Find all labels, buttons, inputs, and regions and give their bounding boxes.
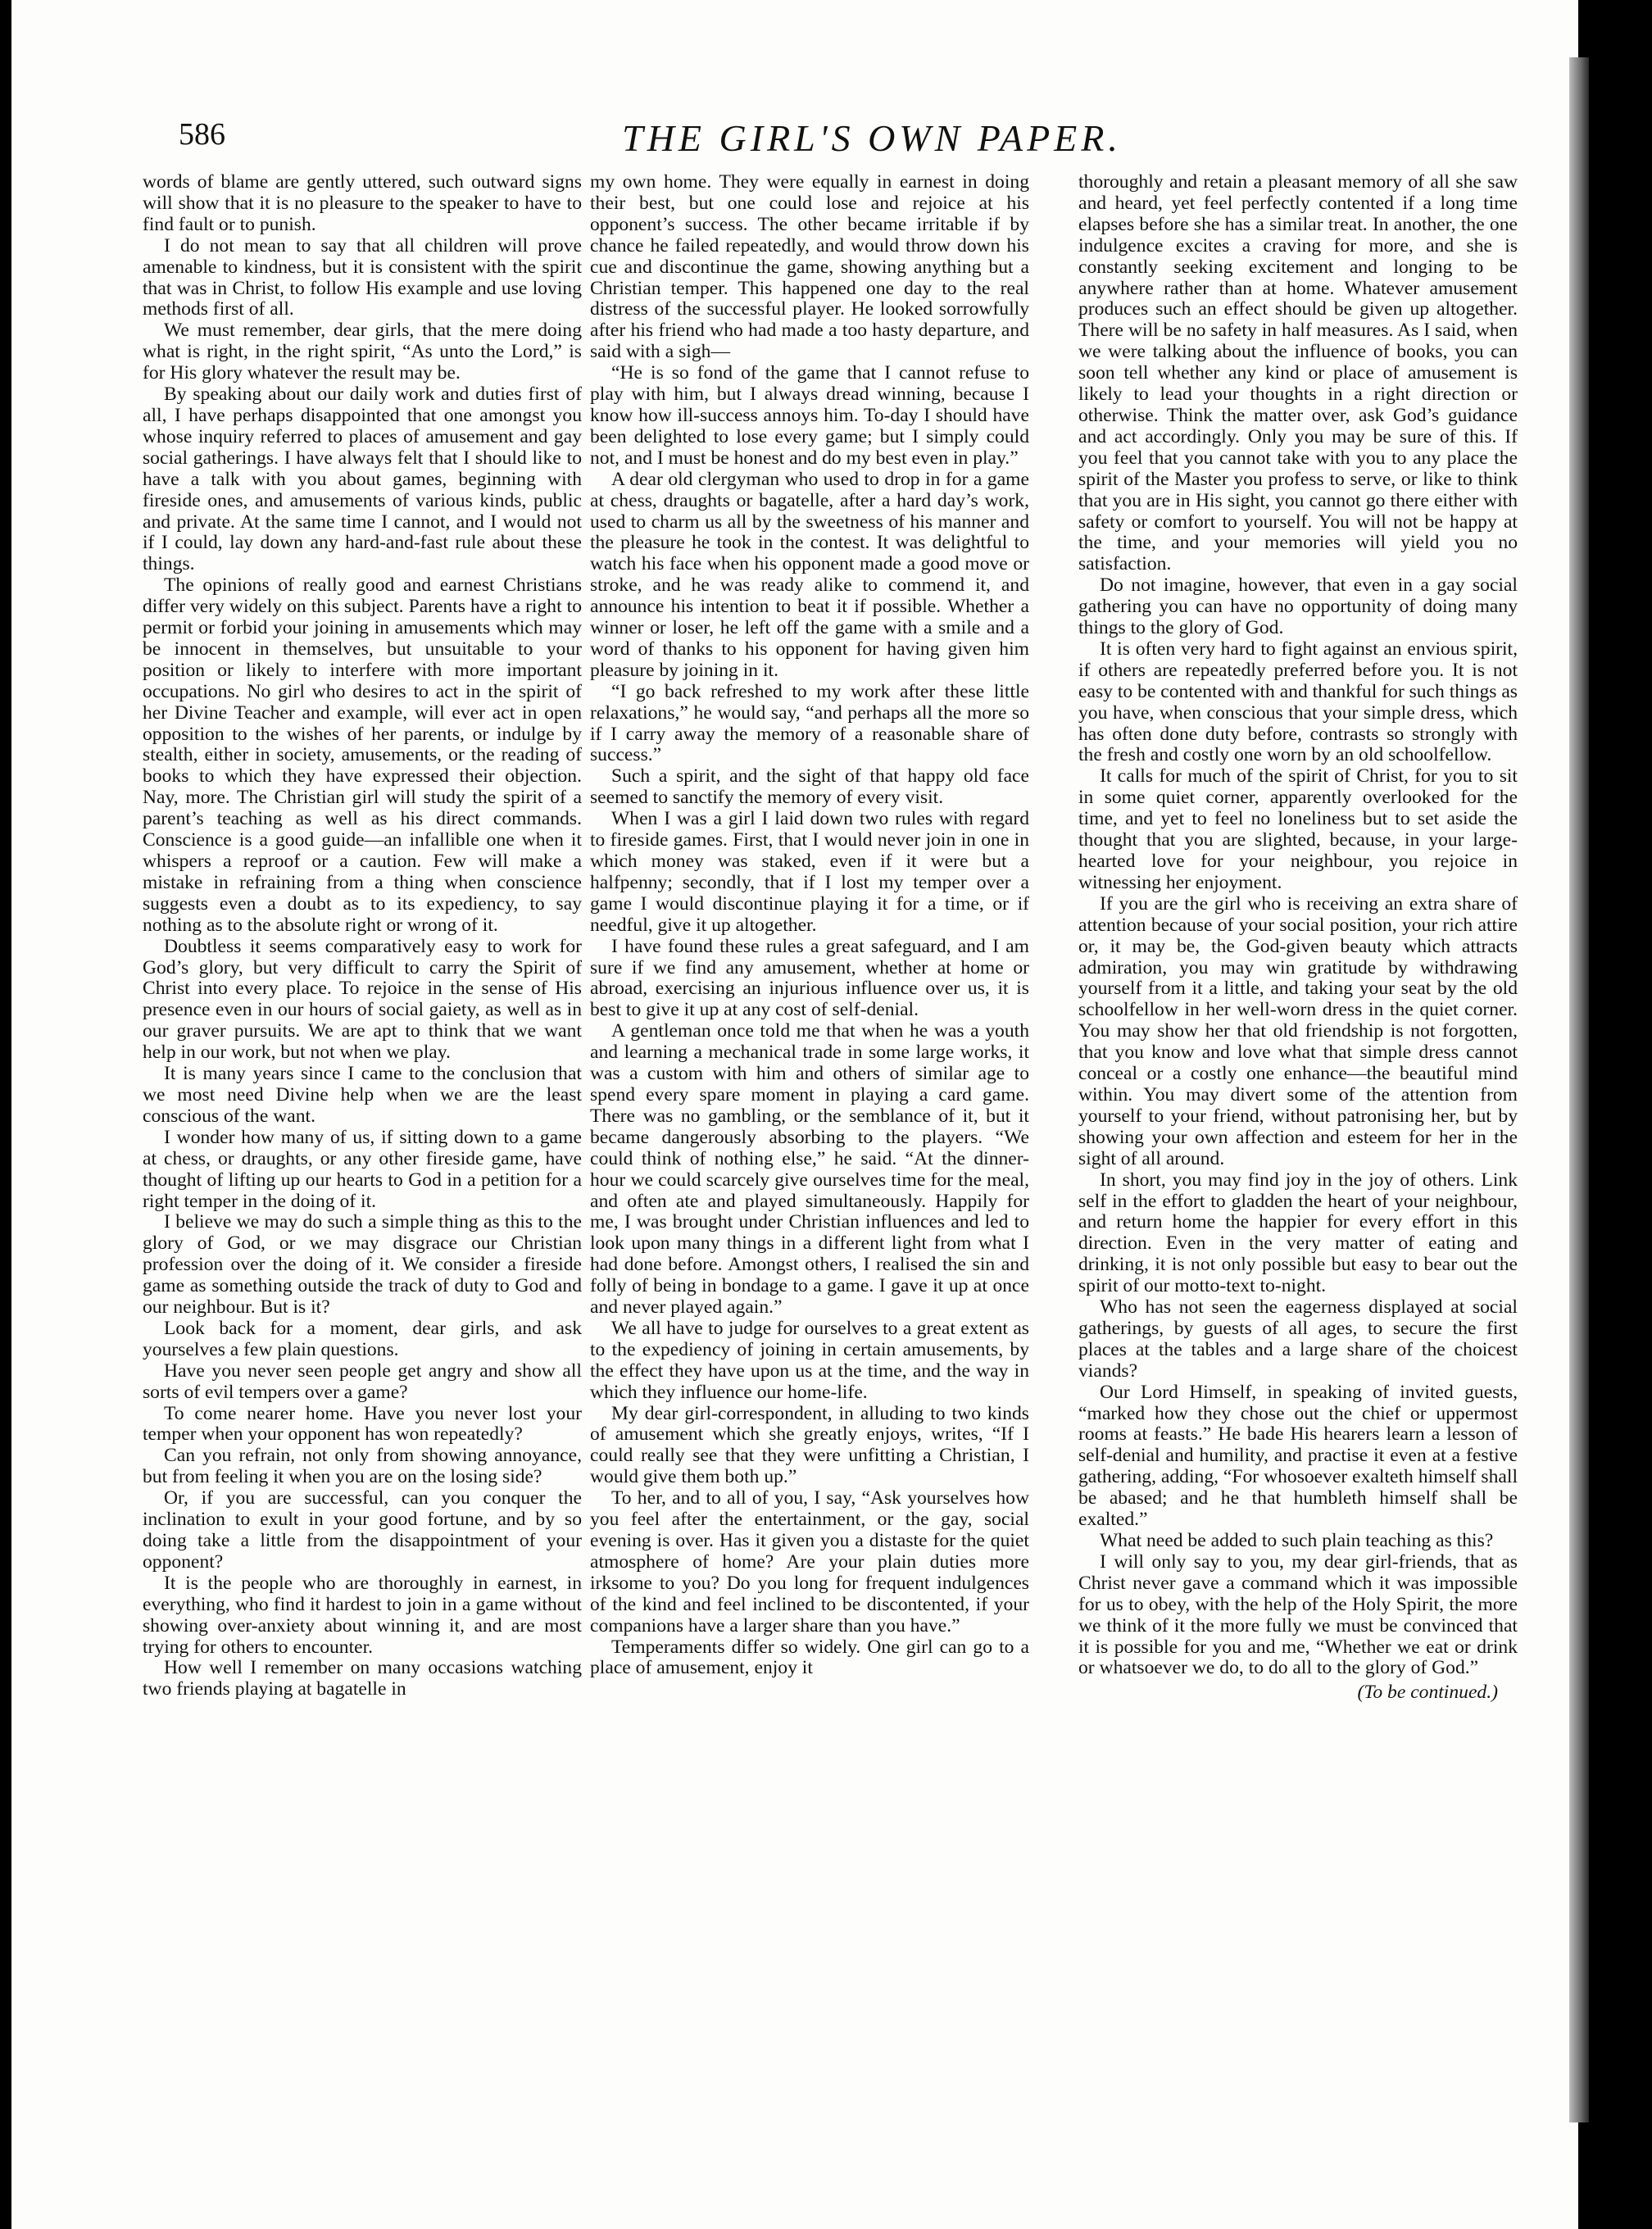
paragraph: thoroughly and retain a pleasant memory of all she saw and heard, yet feel perfectly contented if a long time elapses before she has a similar treat. In another, the one indulgence excites a craving for more, and she is constantly seeking excitement and longing to be anywhere rather than at home. Whatever amusement produces such an effect should be given up altogether. There will be no safety in half measures. As I said, when we were talking about the influence of books, you can soon tell whether any kind or place of amusement is likely to lead your thoughts in a right direction or otherwise. Think the matter over, ask God’s guidance and act accordingly. Only you may be sure of this. If you feel that you cannot take with you to any place the spirit of the Master you profess to serve, or like to think that you are in His sight, you cannot go there either with safety or comfort to yourself. You will not be happy at the time, and your memories will yield you no satisfaction.: [1078, 172, 1518, 575]
paragraph: To come nearer home. Have you never lost your temper when your opponent has won repeatedly?: [143, 1402, 582, 1446]
paragraph: We must remember, dear girls, that the mere doing what is right, in the right spirit, “As unto the Lord,” is for His glory whatever the result may be.: [143, 320, 582, 384]
page-number: 586: [179, 117, 225, 152]
text-column-1: [143, 172, 582, 2106]
paragraph: It is the people who are thoroughly in earnest, in everything, who find it hardest to join in a game without showing over-anxiety about winning it, and are most trying for others to encounter.: [143, 1572, 582, 1658]
paragraph: I wonder how many of us, if sitting down to a game at chess, or draughts, or any other fireside game, have thought of lifting up our hearts to God in a petition for a right temper in the doing of it.: [143, 1126, 582, 1212]
paragraph: In short, you may find joy in the joy of others. Link self in the effort to gladden the heart of your neighbour, and return home the happier for every effort in this direction. Even in the very matter of eating and drinking, it is not only possible but easy to bear out the spirit of our motto-text to-night.: [1078, 1169, 1518, 1297]
paragraph: I do not mean to say that all children will prove amenable to kindness, but it is consistent with the spirit that was in Christ, to follow His example and use loving methods first of all.: [143, 234, 582, 320]
to-be-continued-note: (To be continued.): [1357, 1682, 1498, 1704]
paragraph: When I was a girl I laid down two rules with regard to fireside games. First, that I would never join in one in which money was staked, even if it were but a halfpenny; secondly, that if I lost my temper over a game I would discontinue playing it for a time, or if needful, give it up altogether.: [590, 808, 1029, 936]
paragraph: words of blame are gently uttered, such outward signs will show that it is no pleasure to the speaker to have to find fault or to punish.: [143, 172, 582, 235]
page-edge-shadow: [1569, 57, 1589, 2122]
paragraph: Such a spirit, and the sight of that happy old face seemed to sanctify the memory of every visit.: [590, 765, 1029, 809]
paragraph: Temperaments differ so widely. One girl can go to a place of amusement, enjoy it: [590, 1636, 1029, 1679]
paragraph: Do not imagine, however, that even in a gay social gathering you can have no opportunity of doing many things to the glory of God.: [1078, 574, 1518, 639]
paragraph: Or, if you are successful, can you conquer the inclination to exult in your good fortune, and by so doing take a little from the disappointment of your opponent?: [143, 1487, 582, 1573]
paragraph: “I go back refreshed to my work after these little relaxations,” he would say, “and perhaps all the more so if I carry away the memory of a reasonable share of success.”: [590, 680, 1029, 766]
paragraph: My dear girl-correspondent, in alluding to two kinds of amusement which she greatly enjoys, writes, “If I could really see that they were unfitting a Christian, I would give them both up.”: [590, 1402, 1029, 1488]
paragraph: I believe we may do such a simple thing as this to the glory of God, or we may disgrace our Christian profession over the doing of it. We consider a fireside game as something outside the track of duty to God and our neighbour. But is it?: [143, 1211, 582, 1319]
paragraph: Who has not seen the eagerness displayed at social gatherings, by guests of all ages, to secure the first places at the tables and a large share of the choicest viands?: [1078, 1296, 1518, 1382]
paragraph: A gentleman once told me that when he was a youth and learning a mechanical trade in some large works, it was a custom with him and others of similar age to spend every spare moment in playing a card game. There was no gambling, or the semblance of it, but it became dangerously absorbing to the players. “We could think of nothing else,” he said. “At the dinner-hour we could scarcely give ourselves time for the meal, and often ate and played simultaneously. Happily for me, I was brought under Christian influences and led to look upon many things in a different light from what I had done before. Amongst others, I realised the sin and folly of being in bondage to a game. I gave it up at once and never played again.”: [590, 1020, 1029, 1319]
paragraph: Our Lord Himself, in speaking of invited guests, “marked how they chose out the chief or uppermost rooms at feasts.” He bade His hearers learn a lesson of self-denial and humility, and practise it even at a festive gathering, adding, “For whosoever exalteth himself shall be abased; and he that humbleth himself shall be exalted.”: [1078, 1381, 1518, 1531]
paragraph: How well I remember on many occasions watching two friends playing at bagatelle in: [143, 1657, 582, 1700]
paragraph: I will only say to you, my dear girl-friends, that as Christ never gave a command which it was impossible for us to obey, with the help of the Holy Spirit, the more we think of it the more fully we must be convinced that it is possible for you and me, “Whether we eat or drink or whatsoever we do, to do all to the glory of God.”: [1078, 1550, 1518, 1679]
paragraph: Can you refrain, not only from showing annoyance, but from feeling it when you are on the losing side?: [143, 1445, 582, 1488]
paragraph: A dear old clergyman who used to drop in for a game at chess, draughts or bagatelle, after a hard day’s work, used to charm us all by the sweetness of his manner and the pleasure he took in the contest. It was delightful to watch his face when his opponent made a good move or stroke, and he was ready alike to commend it, and announce his intention to beat it if possible. Whether a winner or loser, he left off the game with a smile and a word of thanks to his opponent for having given him pleasure by joining in it.: [590, 468, 1029, 681]
paragraph: Look back for a moment, dear girls, and ask yourselves a few plain questions.: [143, 1317, 582, 1360]
paragraph: We all have to judge for ourselves to a great extent as to the expediency of joining in certain amusements, by the effect they have upon us at the time, and the way in which they influence our home-life.: [590, 1317, 1029, 1403]
paragraph: “He is so fond of the game that I cannot refuse to play with him, but I always dread winning, because I know how ill-success annoys him. To-day I should have been delighted to lose every game; but I simply could not, and I must be honest and do my best even in play.”: [590, 362, 1029, 469]
publication-title: THE GIRL'S OWN PAPER.: [622, 117, 1122, 159]
paragraph: It is many years since I came to the conclusion that we most need Divine help when we are the least conscious of the want.: [143, 1063, 582, 1127]
paragraph: my own home. They were equally in earnest in doing their best, but one could lose and rejoice at his opponent’s success. The other became irritable if by chance he failed repeatedly, and would throw down his cue and discontinue the game, showing anything but a Christian temper. This happened one day to the real distress of the successful player. He looked sorrowfully after his friend who had made a too hasty departure, and said with a sigh—: [590, 172, 1029, 363]
paragraph: If you are the girl who is receiving an extra share of attention because of your social position, your rich attire or, it may be, the God-given beauty which attracts admiration, you may win gratitude by withdrawing yourself from it a little, and taking your seat by the old schoolfellow in her well-worn dress in the quiet corner. You may show her that old friendship is not forgotten, that you know and love what that simple dress cannot conceal or a costly one enhance—the beautiful mind within. You may divert some of the attention from yourself to your friend, without patronising her, but by showing your own affection and esteem for her in the sight of all around.: [1078, 892, 1518, 1169]
paragraph: I have found these rules a great safeguard, and I am sure if we find any amusement, whether at home or abroad, exercising an injurious influence over us, it is best to give it up at any cost of self-denial.: [590, 935, 1029, 1021]
text-column-3: [1078, 172, 1518, 2106]
paragraph: The opinions of really good and earnest Christians differ very widely on this subject. Parents have a right to permit or forbid your joining in amusements which may be innocent in themselves, but unsuitable to your position or likely to interfere with more important occupations. No girl who desires to act in the spirit of her Divine Teacher and example, will ever act in open opposition to the wishes of her parents, or indulge by stealth, either in society, amusements, or the reading of books to which they have expressed their objection. Nay, more. The Christian girl will study the spirit of a parent’s teaching as well as his direct commands. Conscience is a good guide—an infallible one when it whispers a reproof or a caution. Few will make a mistake in refraining from a thing when conscience suggests even a doubt as to its expediency, to say nothing as to the absolute right or wrong of it.: [143, 574, 582, 936]
page-header: [151, 116, 1495, 166]
text-column-2: [590, 172, 1029, 2106]
paragraph: It calls for much of the spirit of Christ, for you to sit in some quiet corner, apparently overlooked for the time, and yet to feel no loneliness but to set aside the thought that you are slighted, because, in your large-hearted love for your neighbour, you rejoice in witnessing her enjoyment.: [1078, 765, 1518, 893]
paragraph: It is often very hard to fight against an envious spirit, if others are repeatedly preferred before you. It is not easy to be contented with and thankful for such things as you have, when conscious that your simple dress, which has often done duty before, contrasts so strongly with the fresh and costly one worn by an old schoolfellow.: [1078, 638, 1518, 766]
paragraph: By speaking about our daily work and duties first of all, I have perhaps disappointed that one amongst you whose inquiry referred to places of amusement and gay social gatherings. I have always felt that I should like to have a talk with you about games, beginning with fireside ones, and amusements of various kinds, public and private. At the same time I cannot, and I would not if I could, lay down any hard-and-fast rule about these things.: [143, 384, 582, 575]
paragraph: Have you never seen people get angry and show all sorts of evil tempers over a game?: [143, 1360, 582, 1403]
paragraph: Doubtless it seems comparatively easy to work for God’s glory, but very difficult to carry the Spirit of Christ into every place. To rejoice in the sense of His presence even in our hours of social gaiety, as well as in our graver pursuits. We are apt to think that we want help in our work, but not when we play.: [143, 935, 582, 1064]
paragraph: What need be added to such plain teaching as this?: [1100, 1530, 1494, 1551]
magazine-page: [11, 0, 1578, 2229]
paragraph: To her, and to all of you, I say, “Ask yourselves how you feel after the entertainment, or the gay, social evening is over. Has it given you a distaste for the quiet atmosphere of home? Are your plain duties more irksome to you? Do you long for frequent indulgences of the kind and feel inclined to be discontented, if your companions have a larger share than you have.”: [590, 1487, 1029, 1637]
